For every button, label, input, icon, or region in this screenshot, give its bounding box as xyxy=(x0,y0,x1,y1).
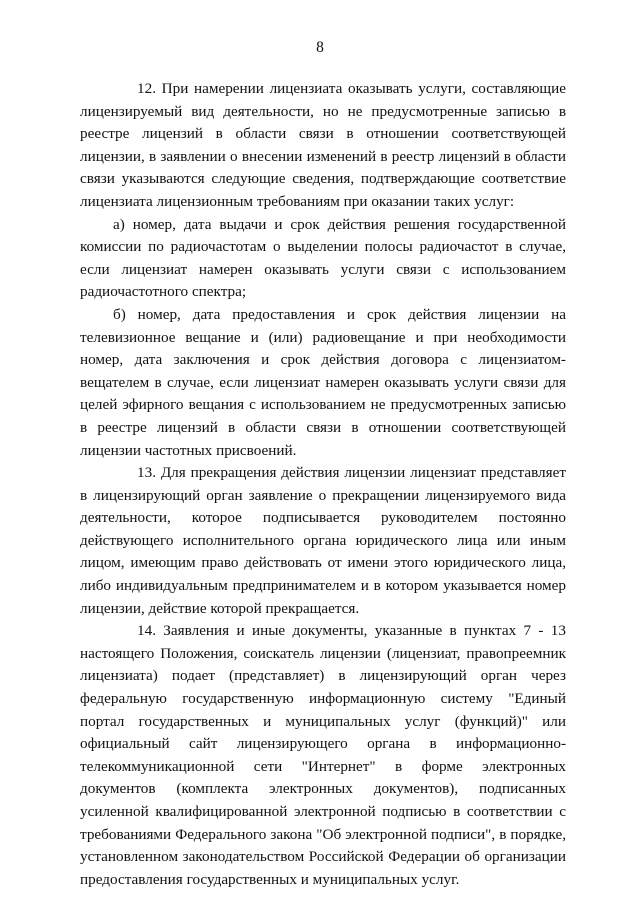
paragraph-12-b: б) номер, дата предоставления и срок действия лицензии на телевизионное вещание и (или) радиовещание и при необходимости номер, дата заключения и срок действия договора с лицензиатом-вещателем в случае, если лицензиат намерен оказывать услуги связи для целей эфирного вещания с использованием не предусмотренных записью в реестре лицензий в области связи в отношении соответствующей лицензии частотных присвоений. xyxy=(80,305,566,459)
paragraph-13: 13. Для прекращения действия лицензии лицензиат представляет в лицензирующий орган заявление о прекращении лицензируемого вида деятельности, которое подписывается руководителем постоянно действующего исполнительного органа юридического лица или иным лицом, имеющим право действовать от имени этого юридического лица, либо индивидуальным предпринимателем и в котором указывается номер лицензии, действие которой прекращается. xyxy=(80,464,566,617)
paragraph-14: 14. Заявления и иные документы, указанные в пунктах 7 - 13 настоящего Положения, соискатель лицензии (лицензиат, правопреемник лицензиата) подает (представляет) в лицензирующий орган через федеральную государственную информационную систему "Единый портал государственных и муниципальных услуг (функций)" или официальный сайт лицензирующего органа в информационно-телекоммуникационной сети "Интернет" в форме электронных документов (комплекта электронных документов), подписанных усиленной квалифицированной электронной подписью в соответствии с требованиями Федерального закона "Об электронной подписи", в порядке, установленном законодательством Российской Федерации об организации предоставления государственных и муниципальных услуг. xyxy=(80,622,566,888)
page-number: 8 xyxy=(316,39,324,56)
paragraph-12-a: а) номер, дата выдачи и срок действия решения государственной комиссии по радиочастотам о выделении полосы радиочастот в случае, если лицензиат намерен оказывать услуги связи с использованием радиочастотного спектра; xyxy=(80,215,566,301)
paragraph-12: 12. При намерении лицензиата оказывать услуги, составляющие лицензируемый вид деятельности, но не предусмотренные записью в реестре лицензий в области связи в отношении соответствующей лицензии, в заявлении о внесении изменений в реестр лицензий в области связи указываются следующие сведения, подтверждающие соответствие лицензиата лицензионным требованиям при оказании таких услуг: xyxy=(80,80,566,210)
document-body xyxy=(80,78,566,891)
